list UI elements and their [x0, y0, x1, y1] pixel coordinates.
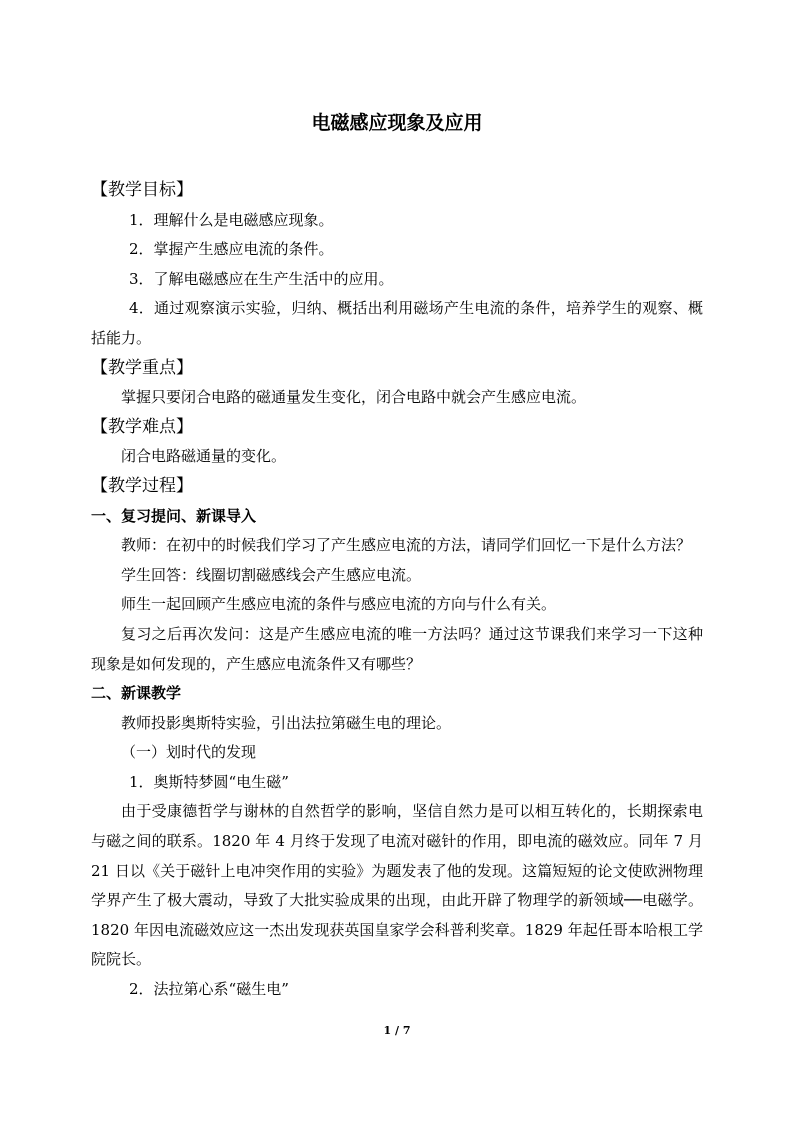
paragraph: 复习之后再次发问：这是产生感应电流的唯一方法吗？通过这节课我们来学习一下这种现象是如何发现的，产生感应电流条件又有哪些？ — [91, 624, 703, 673]
section-heading-process: 【教学过程】 — [91, 475, 193, 496]
paragraph: 教师：在初中的时候我们学习了产生感应电流的方法，请同学们回忆一下是什么方法？ — [121, 536, 692, 555]
section-heading-key: 【教学重点】 — [91, 357, 193, 378]
section-heading-difficulty: 【教学难点】 — [91, 416, 193, 437]
goal-item: 3．了解电磁感应在生产生活中的应用。 — [129, 269, 394, 288]
paragraph: 教师投影奥斯特实验，引出法拉第磁生电的理论。 — [121, 713, 452, 732]
goal-item: 1．理解什么是电磁感应现象。 — [129, 210, 334, 229]
document-body — [91, 176, 703, 1005]
paragraph: 学生回答：线圈切割磁感线会产生感应电流。 — [121, 565, 422, 584]
list-item: 1．奥斯特梦圆“电生磁” — [129, 772, 289, 791]
paragraph: 师生一起回顾产生感应电流的条件与感应电流的方向与什么有关。 — [121, 595, 557, 614]
key-point-text: 掌握只要闭合电路的磁通量发生变化，闭合电路中就会产生感应电流。 — [121, 388, 587, 407]
list-item: 2．法拉第心系“磁生电” — [129, 980, 289, 999]
section-heading-goals: 【教学目标】 — [91, 180, 193, 200]
goal-item: 2．掌握产生感应电流的条件。 — [129, 240, 334, 259]
subsection-heading: （一）划时代的发现 — [121, 743, 257, 762]
goal-item: 4．通过观察演示实验，归纳、概括出利用磁场产生电流的条件，培养学生的观察、概括能力。 — [91, 299, 703, 347]
page-number: 1 / 7 — [383, 1024, 411, 1037]
document-title: 电磁感应现象及应用 — [311, 112, 483, 134]
difficulty-text: 闭合电路磁通量的变化。 — [121, 447, 287, 466]
paragraph: 由于受康德哲学与谢林的自然哲学的影响，坚信自然力是可以相互转化的，长期探索电与磁之间的联系。1820 年 4 月终于发现了电流对磁针的作用，即电流的磁效应。同年 7 月 21 日以《关于磁针上电冲突作用的实验》为题发表了他的发现。这篇短短的论文使欧洲物理学界产生了极大震动，导致了大批实验成果的出现，由此开辟了物理学的新领域──电磁学。1820 年因电流磁效应这一杰出发现获英国皇家学会科普利奖章。1829 年起任哥本哈根工学院院长。 — [91, 802, 703, 969]
part2-heading: 二、新课教学 — [91, 684, 182, 703]
part1-heading: 一、复习提问、新课导入 — [91, 506, 257, 525]
